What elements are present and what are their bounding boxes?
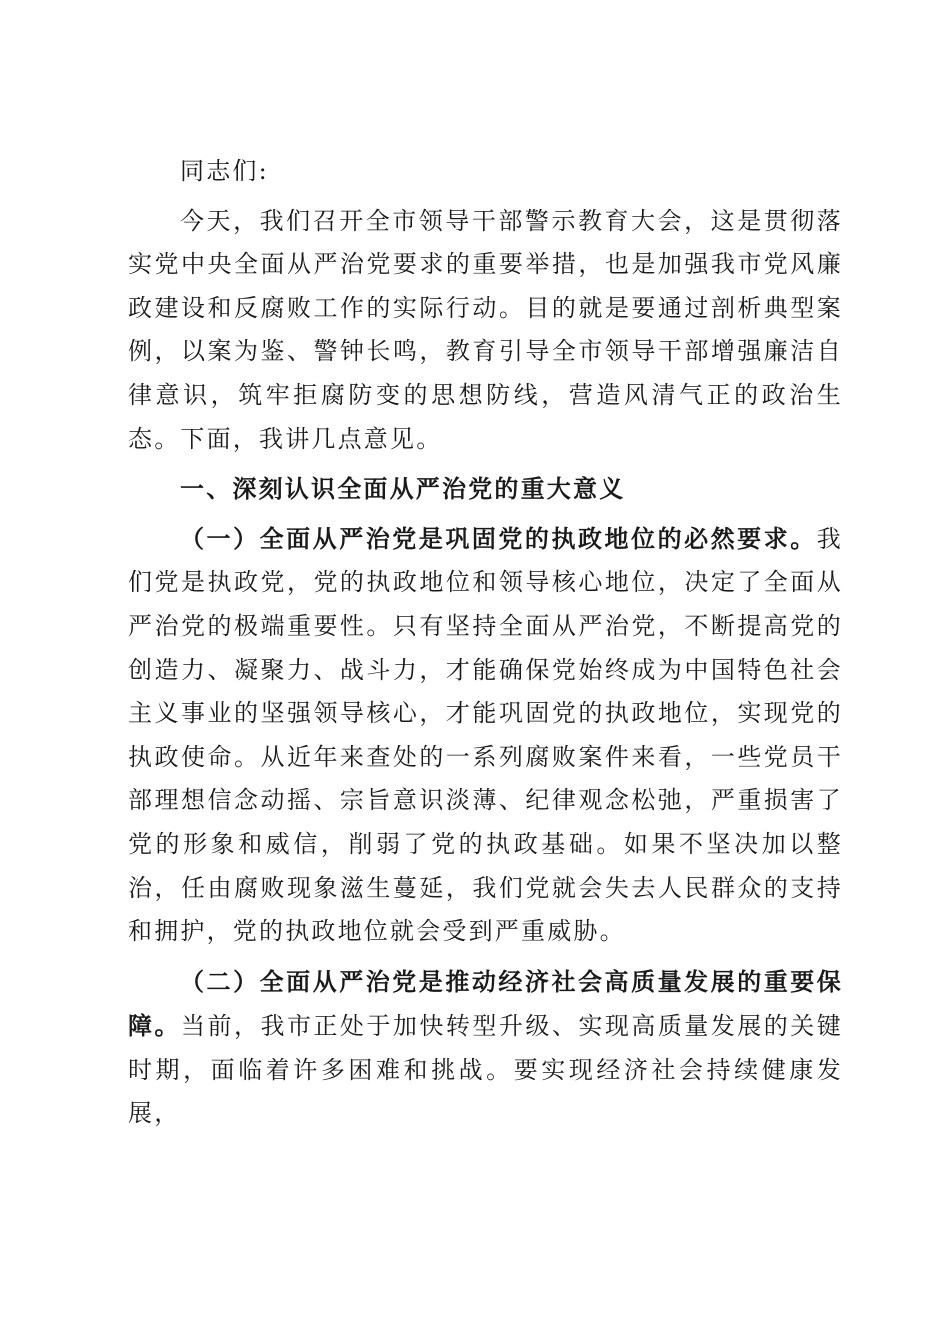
document-page bbox=[128, 150, 843, 1136]
section-1-heading: 一、深刻认识全面从严治党的重大意义 bbox=[180, 474, 626, 504]
item-1-body: 我们党是执政党，党的执政地位和领导核心地位，决定了全面从严治党的极端重要性。只有坚持全面从严治党，不断提高党的创造力、凝聚力、战斗力，才能确保党始终成为中国特色社会主义事业的坚强领导核心，才能巩固党的执政地位，实现党的执政使命。从近年来查处的一系列腐败案件来看，一些党员干部理想信念动摇、宗旨意识淡薄、纪律观念松弛，严重损害了党的形象和威信，削弱了党的执政基础。如果不坚决加以整治，任由腐败现象滋生蔓延，我们党就会失去人民群众的支持和拥护，党的执政地位就会受到严重威胁。 bbox=[128, 524, 843, 946]
item-1-paragraph bbox=[128, 517, 843, 954]
item-2-body: 当前，我市正处于加快转型升级、实现高质量发展的关键时期，面临着许多困难和挑战。要实现经济社会持续健康发展， bbox=[128, 1012, 843, 1128]
greeting: 同志们: bbox=[180, 157, 269, 185]
item-1-lead: （一）全面从严治党是巩固党的执政地位的必然要求。 bbox=[180, 523, 817, 553]
item-2-lead: （二）全面从严治党是推动经济社会高质量发展的重要保障。 bbox=[128, 966, 843, 1041]
intro-paragraph: 今天，我们召开全市领导干部警示教育大会，这是贯彻落实党中央全面从严治党要求的重要举措，也是加强我市党风廉政建设和反腐败工作的实际行动。目的就是要通过剖析典型案例，以案为鉴、警钟长鸣，教育引导全市领导干部增强廉洁自律意识，筑牢拒腐防变的思想防线，营造风清气正的政治生态。下面，我讲几点意见。 bbox=[128, 206, 843, 453]
item-2-paragraph bbox=[128, 960, 843, 1136]
